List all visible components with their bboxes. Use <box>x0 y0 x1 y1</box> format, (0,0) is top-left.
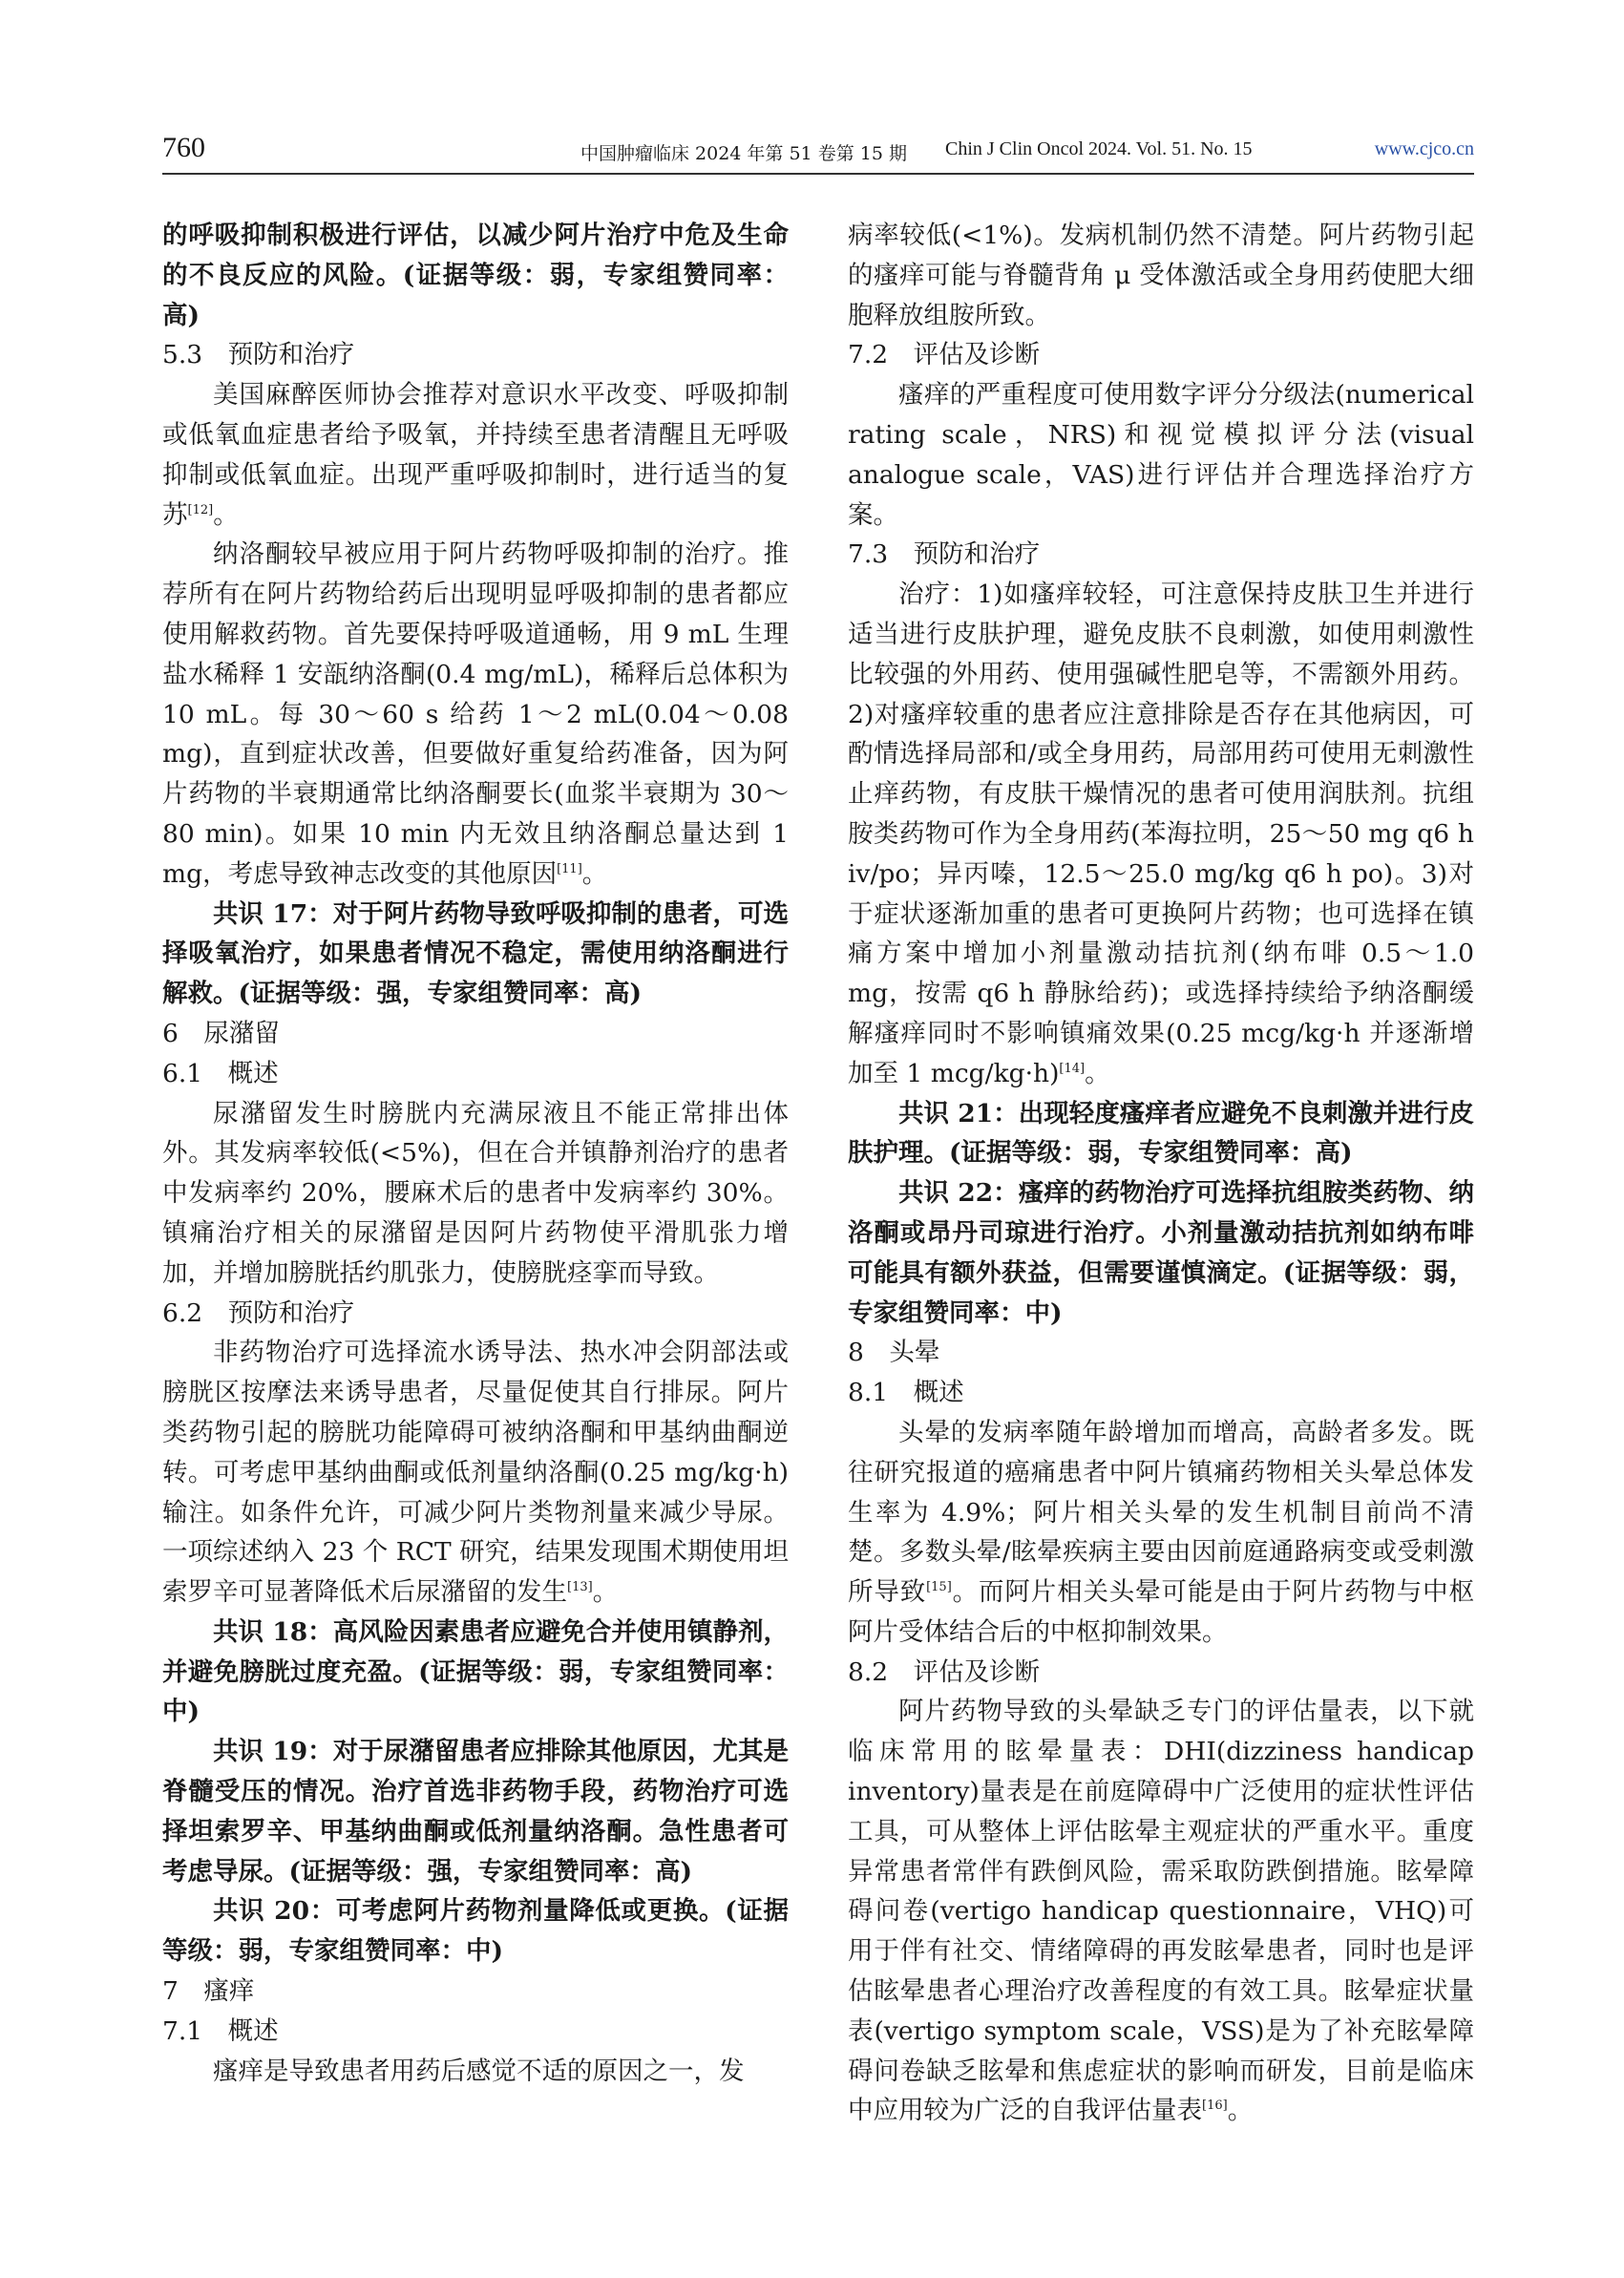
citation-ref[interactable]: [16] <box>1202 2099 1228 2114</box>
citation-ref[interactable]: [15] <box>926 1580 952 1595</box>
consensus-18: 共识 18：高风险因素患者应避免合并使用镇静剂，并避免膀胱过度充盈。(证据等级：弱，专家组赞同率：中) <box>162 1616 789 1727</box>
consensus-21: 共识 21：出现轻度瘙痒者应避免不良刺激并进行皮肤护理。(证据等级：弱，专家组赞同率：高) <box>848 1098 1474 1169</box>
body-paragraph: 尿潴留发生时膀胱内充满尿液且不能正常排出体外。其发病率较低(<5%)，但在合并镇静剂治疗的患者中发病率约 20%，腰麻术后的患者中发病率约 30%。镇痛治疗相关的尿潴留是因阿片药物使平滑肌张力增加，并增加膀胱括约肌张力，使膀胱痉挛而导致。 <box>162 1098 789 1288</box>
section-heading-6: 6 尿潴留 <box>162 1018 280 1048</box>
paragraph-text: 纳洛酮较早被应用于阿片药物呼吸抑制的治疗。推荐所有在阿片药物给药后出现明显呼吸抑制的患者都应使用解救药物。首先要保持呼吸道通畅，用 9 mL 生理盐水稀释 1 安瓿纳洛酮(0.4 mg/mL)，稀释后总体积为 10 mL。每 30～60 s 给药 1～2 mL(0.04～0.08 mg)，直到症状改善，但要做好重复给药准备，因为阿片药物的半衰期通常比纳洛酮要长(血浆半衰期为 30～80 min)。如果 10 min 内无效且纳洛酮总量达到 1 mg，考虑导致神志改变的其他原因 <box>162 539 789 889</box>
body-paragraph <box>848 1692 1474 2131</box>
paragraph-end: 。而阿片相关头晕可能是由于阿片药物与中枢阿片受体结合后的中枢抑制效果。 <box>848 1577 1475 1647</box>
paragraph-text: 非药物治疗可选择流水诱导法、热水冲会阴部法或膀胱区按摩法来诱导患者，尽量促使其自行排尿。阿片类药物引起的膀胱功能障碍可被纳洛酮和甲基纳曲酮逆转。可考虑甲基纳曲酮或低剂量纳洛酮(0.25 mg/kg·h)输注。如条件允许，可减少阿片类物剂量来减少导尿。一项综述纳入 23 个 RCT 研究，结果发现围术期使用坦索罗辛可显著降低术后尿潴留的发生 <box>162 1338 789 1608</box>
section-heading-6-1: 6.1 概述 <box>162 1058 279 1088</box>
page-number: 760 <box>162 132 205 163</box>
paragraph-end: 。 <box>1227 2096 1254 2126</box>
left-column <box>162 216 789 2091</box>
consensus-16-tail: 的呼吸抑制积极进行评估，以减少阿片治疗中危及生命的不良反应的风险。(证据等级：弱，专家组赞同率：高) <box>162 221 789 330</box>
journal-title-en: Chin J Clin Oncol 2024. Vol. 51. No. 15 <box>945 138 1253 159</box>
journal-title-cn: 中国肿瘤临床 2024 年第 51 卷第 15 期 <box>580 143 907 164</box>
consensus-22: 共识 22：瘙痒的药物治疗可选择抗组胺类药物、纳洛酮或昂丹司琼进行治疗。小剂量激动拮抗剂如纳布啡可能具有额外获益，但需要谨慎滴定。(证据等级：弱，专家组赞同率：中) <box>848 1178 1474 1328</box>
paragraph-text: 头晕的发病率随年龄增加而增高，高龄者多发。既往研究报道的癌痛患者中阿片镇痛药物相关头晕总体发生率为 4.9%；阿片相关头晕的发生机制目前尚不清楚。多数头晕/眩晕疾病主要由因前庭通路病变或受刺激所导致 <box>848 1417 1474 1608</box>
citation-ref[interactable]: [12] <box>187 502 214 517</box>
section-heading-7-1: 7.1 概述 <box>162 2015 279 2046</box>
section-heading-8-2: 8.2 评估及诊断 <box>848 1656 1041 1687</box>
consensus-20: 共识 20：可考虑阿片药物剂量降低或更换。(证据等级：弱，专家组赞同率：中) <box>162 1896 789 1967</box>
body-paragraph: 瘙痒的严重程度可使用数字评分分级法(numerical rating scale，NRS)和视觉模拟评分法(visual analogue scale，VAS)进行评估并合理选择治疗方案。 <box>848 380 1474 530</box>
citation-ref[interactable]: [13] <box>567 1580 593 1595</box>
section-heading-7-3: 7.3 预防和治疗 <box>848 539 1041 570</box>
page-header <box>162 126 1474 174</box>
section-heading-6-2: 6.2 预防和治疗 <box>162 1297 355 1328</box>
body-paragraph <box>162 535 789 894</box>
paragraph-end: 。 <box>1085 1058 1110 1088</box>
citation-ref[interactable]: [14] <box>1059 1061 1086 1076</box>
paragraph-text: 阿片药物导致的头晕缺乏专门的评估量表，以下就临床常用的眩晕量表：DHI(dizziness handicap inventory)量表是在前庭障碍中广泛使用的症状性评估工具，可从整体上评估眩晕主观症状的严重水平。重度异常患者常伴有跌倒风险，需采取防跌倒措施。眩晕障碍问卷(vertigo handicap questionnaire，VHQ)可用于伴有社交、情绪障碍的再发眩晕患者，同时也是评估眩晕患者心理治疗改善程度的有效工具。眩晕症状量表(vertigo symptom scale，VSS)是为了补充眩晕障碍问卷缺乏眩晕和焦虑症状的影响而研发，目前是临床中应用较为广泛的自我评估量表 <box>848 1697 1474 2126</box>
section-heading-7: 7 瘙痒 <box>162 1976 255 2007</box>
body-paragraph <box>162 375 789 535</box>
body-paragraph <box>162 1333 789 1613</box>
body-paragraph-continued: 病率较低(<1%)。发病机制仍然不清楚。阿片药物引起的瘙痒可能与脊髓背角 μ 受体激活或全身用药使肥大细胞释放组胺所致。 <box>848 221 1474 330</box>
right-column <box>848 216 1474 2131</box>
section-heading-8-1: 8.1 概述 <box>848 1378 964 1408</box>
body-paragraph: 瘙痒是导致患者用药后感觉不适的原因之一，发 <box>213 2056 745 2086</box>
paragraph-end: 。 <box>592 1577 619 1608</box>
journal-website-link[interactable]: www.cjco.cn <box>1374 138 1474 159</box>
paragraph-end: 。 <box>213 499 239 530</box>
consensus-19: 共识 19：对于尿潴留患者应排除其他原因，尤其是脊髓受压的情况。治疗首选非药物手段，药物治疗可选择坦索罗辛、甲基纳曲酮或低剂量纳洛酮。急性患者可考虑导尿。(证据等级：强，专家组赞同率：高) <box>162 1737 789 1887</box>
header-rule <box>162 173 1474 175</box>
paragraph-text: 治疗：1)如瘙痒较轻，可注意保持皮肤卫生并进行适当进行皮肤护理，避免皮肤不良刺激，如使用刺激性比较强的外用药、使用强碱性肥皂等，不需额外用药。2)对瘙痒较重的患者应注意排除是否存在其他病因，可酌情选择局部和/或全身用药，局部用药可使用无刺激性止痒药物，有皮肤干燥情况的患者可使用润肤剂。抗组胺类药物可作为全身用药(苯海拉明，25～50 mg q6 h iv/po；异丙嗪，12.5～25.0 mg/kg q6 h po)。3)对于症状逐渐加重的患者可更换阿片药物；也可选择在镇痛方案中增加小剂量激动拮抗剂(纳布啡 0.5～1.0 mg，按需 q6 h 静脉给药)；或选择持续给予纳洛酮缓解瘙痒同时不影响镇痛效果(0.25 mcg/kg·h 并逐渐增加至 1 mcg/kg·h) <box>848 580 1474 1088</box>
section-heading-7-2: 7.2 评估及诊断 <box>848 340 1041 370</box>
section-heading-5-3: 5.3 预防和治疗 <box>162 340 355 370</box>
paragraph-text: 美国麻醉医师协会推荐对意识水平改变、呼吸抑制或低氧血症患者给予吸氧，并持续至患者清醒且无呼吸抑制或低氧血症。出现严重呼吸抑制时，进行适当的复苏 <box>162 380 789 530</box>
body-paragraph <box>848 575 1474 1093</box>
body-paragraph <box>848 1413 1474 1653</box>
section-heading-8: 8 头晕 <box>848 1338 940 1368</box>
paragraph-end: 。 <box>581 858 608 889</box>
citation-ref[interactable]: [11] <box>557 861 582 876</box>
consensus-17: 共识 17：对于阿片药物导致呼吸抑制的患者，可选择吸氧治疗，如果患者情况不稳定，需使用纳洛酮进行解救。(证据等级：强，专家组赞同率：高) <box>162 898 789 1009</box>
